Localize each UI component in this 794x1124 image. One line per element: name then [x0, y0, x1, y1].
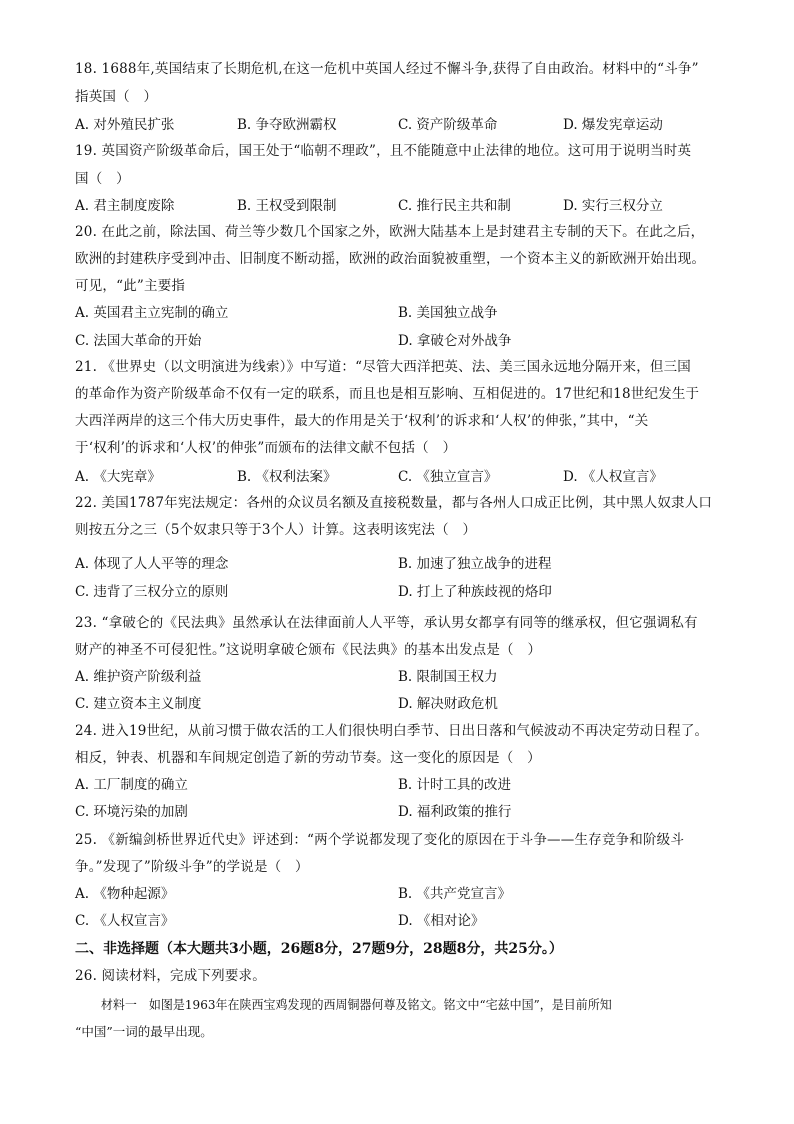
q18-option-a: A. 对外殖民扩张	[75, 117, 175, 133]
q21-stem-line-1: 21. 《世界史（以文明演进为线索）》中写道：“尽管大西洋把英、法、美三国永远地分隔开来，但三国	[75, 359, 692, 375]
q21-option-c: C. 《独立宣言》	[398, 469, 498, 485]
q25-option-c: C. 《人权宣言》	[75, 913, 175, 929]
material-one-line-1: 材料一 如图是1963年在陕西宝鸡发现的西周铜器何尊及铭文。铭文中“宅兹中国”，是目前所知	[100, 997, 612, 1012]
q24-option-c: C. 环境污染的加剧	[75, 804, 188, 820]
q19-stem-line-2: 国（ ）	[75, 171, 130, 187]
q22-stem-line-2: 则按五分之三（5个奴隶只等于3个人）计算。这表明该宪法（ ）	[75, 522, 477, 538]
q23-stem-line-2: 财产的神圣不可侵犯性。”这说明拿破仑颁布《民法典》的基本出发点是（ ）	[75, 642, 542, 658]
q21-option-d: D. 《人权宣言》	[563, 469, 663, 485]
q25-options-row-2	[75, 912, 725, 930]
q21-option-b: B. 《权利法案》	[237, 469, 337, 485]
q25-stem-line-1: 25. 《新编剑桥世界近代史》评述到：“两个学说都发现了变化的原因在于斗争——生存竞争和阶级斗	[75, 832, 685, 848]
q20-stem-line-2: 欧洲的封建秩序受到冲击、旧制度不断动摇，欧洲的政治面貌被重塑，一个资本主义的新欧洲开始出现。	[75, 251, 706, 267]
q24-options-row-1	[75, 776, 725, 794]
q19-stem-line-1: 19. 英国资产阶级革命后，国王处于“临朝不理政”，且不能随意中止法律的地位。这可用于说明当时英	[75, 143, 692, 159]
q25-options-row-1	[75, 885, 725, 903]
q22-options-row-1	[75, 555, 725, 573]
q21-stem-line-3: 大西洋两岸的这三个伟大历史事件，最大的作用是关于‘权利’的诉求和‘人权’的伸张，”其中，“关	[75, 413, 649, 429]
q20-option-b: B. 美国独立战争	[398, 305, 498, 321]
q18-option-c: C. 资产阶级革命	[398, 117, 498, 133]
q25-option-d: D. 《相对论》	[398, 913, 485, 929]
q20-option-d: D. 拿破仑对外战争	[398, 333, 512, 349]
section-two-heading: 二、非选择题（本大题共3小题，26题8分，27题9分，28题8分，共25分。）	[75, 941, 563, 957]
q24-stem-line-2: 相反，钟表、机器和车间规定创造了新的劳动节奏。这一变化的原因是（ ）	[75, 750, 541, 766]
q20-options-row-1	[75, 304, 725, 322]
q19-options	[75, 197, 725, 215]
q19-option-c: C. 推行民主共和制	[398, 198, 511, 214]
q18-stem-line-2: 指英国（ ）	[75, 89, 158, 105]
q23-option-a: A. 维护资产阶级利益	[75, 669, 202, 685]
q19-option-b: B. 王权受到限制	[237, 198, 337, 214]
q24-option-b: B. 计时工具的改进	[398, 777, 512, 793]
q22-option-b: B. 加速了独立战争的进程	[398, 556, 552, 572]
q21-stem-line-4: 于‘权利’的诉求和‘人权’的伸张”而颁布的法律文献不包括（ ）	[75, 440, 457, 456]
q23-option-c: C. 建立资本主义制度	[75, 696, 202, 712]
q23-option-b: B. 限制国王权力	[398, 669, 498, 685]
q21-option-a: A. 《大宪章》	[75, 469, 161, 485]
q23-options-row-1	[75, 668, 725, 686]
q23-stem-line-1: 23. “拿破仑的《民法典》虽然承认在法律面前人人平等，承认男女都享有同等的继承权，但它强调私有	[75, 615, 698, 631]
q18-options	[75, 116, 725, 134]
material-one-line-2: “中国”一词的最早出现。	[75, 1024, 213, 1039]
q18-stem-line-1: 18. 1688年,英国结束了长期危机,在这一危机中英国人经过不懈斗争,获得了自由政治。材料中的“斗争”	[75, 61, 699, 77]
q26-stem: 26. 阅读材料，完成下列要求。	[75, 968, 266, 984]
q24-stem-line-1: 24. 进入19世纪，从前习惯于做农活的工人们很快明白季节、日出日落和气候波动不再决定劳动日程了。	[75, 723, 709, 739]
q21-stem-line-2: 的革命作为资产阶级革命不仅有一定的联系，而且也是相互影响、互相促进的。17世纪和18世纪发生于	[75, 386, 700, 402]
q19-option-a: A. 君主制度废除	[75, 198, 175, 214]
q22-option-d: D. 打上了种族歧视的烙印	[398, 584, 552, 600]
q25-stem-line-2: 争。”发现了”阶级斗争”的学说是（ ）	[75, 859, 309, 875]
q23-option-d: D. 解决财政危机	[398, 696, 498, 712]
q20-option-a: A. 英国君主立宪制的确立	[75, 305, 229, 321]
q24-options-row-2	[75, 803, 725, 821]
q22-option-c: C. 违背了三权分立的原则	[75, 584, 229, 600]
q24-option-d: D. 福利政策的推行	[398, 804, 512, 820]
q21-options	[75, 468, 725, 486]
q22-options-row-2	[75, 583, 725, 601]
q24-option-a: A. 工厂制度的确立	[75, 777, 188, 793]
q25-option-b: B. 《共产党宣言》	[398, 886, 512, 902]
q18-option-b: B. 争夺欧洲霸权	[237, 117, 337, 133]
q20-stem-line-3: 可见，“此”主要指	[75, 278, 186, 294]
q20-option-c: C. 法国大革命的开始	[75, 333, 202, 349]
q20-options-row-2	[75, 332, 725, 350]
q22-stem-line-1: 22. 美国1787年宪法规定：各州的众议员名额及直接税数量，都与各州人口成正比例，其中黑人奴隶人口	[75, 495, 713, 511]
q18-option-d: D. 爆发宪章运动	[563, 117, 663, 133]
q20-stem-line-1: 20. 在此之前，除法国、荷兰等少数几个国家之外，欧洲大陆基本上是封建君主专制的天下。在此之后，	[75, 224, 705, 240]
q23-options-row-2	[75, 695, 725, 713]
q25-option-a: A. 《物种起源》	[75, 886, 175, 902]
q22-option-a: A. 体现了人人平等的理念	[75, 556, 229, 572]
q19-option-d: D. 实行三权分立	[563, 198, 663, 214]
